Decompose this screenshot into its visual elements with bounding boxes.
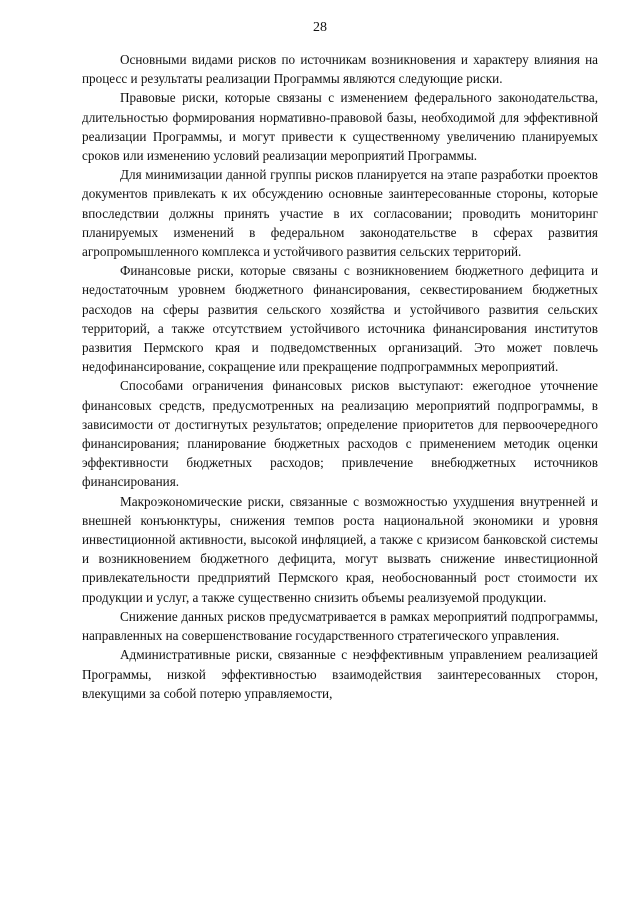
paragraph-legal-risks-mitigation: Для минимизации данной группы рисков планируется на этапе разработки проектов документов привлекать к их обсуждению основные заинтересованные стороны, которые впоследствии должны принять участие в их согласовании; проводить мониторинг планируемых изменений в федеральном законодательстве в сферах развития агропромышленного комплекса и устойчивого развития сельских территорий. (82, 167, 598, 260)
paragraph-legal-risks: Правовые риски, которые связаны с изменением федерального законодательства, длительностью формирования нормативно-правовой базы, необходимой для эффективной реализации Программы, и могут привести к существенному увеличению планируемых сроков или изменению условий реализации мероприятий Программы. (82, 90, 598, 164)
paragraph-macroeconomic-risks-mitigation: Снижение данных рисков предусматривается в рамках мероприятий подпрограммы, направленных на совершенствование государственного стратегического управления. (82, 608, 598, 644)
page-number: 28 (313, 20, 327, 35)
paragraph-administrative-risks: Административные риски, связанные с неэффективным управлением реализацией Программы, низкой эффективностью взаимодействия заинтересованных сторон, влекущими за собой потерю управляемости, (82, 647, 598, 701)
paragraph-financial-risks: Финансовые риски, которые связаны с возникновением бюджетного дефицита и недостаточным уровнем бюджетного финансирования, секвестированием бюджетных расходов на сферы развития сельского хозяйства и устойчивого развития сельских территорий, а также отсутствием устойчивого источника финансирования институтов развития Пермского края и подведомственных организаций. Это может повлечь недофинансирование, сокращение или прекращение подпрограммных мероприятий. (82, 263, 598, 375)
paragraph-macroeconomic-risks: Макроэкономические риски, связанные с возможностью ухудшения внутренней и внешней конъюнктуры, снижения темпов роста национальной экономики и уровня инвестиционной активности, высокой инфляцией, а также с кризисом банковской системы и возникновением бюджетного дефицита, могут вызвать снижение инвестиционной привлекательности предприятий Пермского края, необоснованный рост стоимости их продукции и услуг, а также существенно снизить объемы реализуемой продукции. (82, 493, 598, 605)
paragraph-financial-risks-mitigation: Способами ограничения финансовых рисков выступают: ежегодное уточнение финансовых средств, предусмотренных на реализацию мероприятий подпрограммы, в зависимости от достигнутых результатов; определение приоритетов для первоочередного финансирования; планирование бюджетных расходов с применением методик оценки эффективности бюджетных расходов; привлечение внебюджетных источников финансирования. (82, 378, 598, 490)
document-body (82, 50, 598, 703)
paragraph-risk-types-intro: Основными видами рисков по источникам возникновения и характеру влияния на процесс и результаты реализации Программы являются следующие риски. (82, 52, 598, 87)
